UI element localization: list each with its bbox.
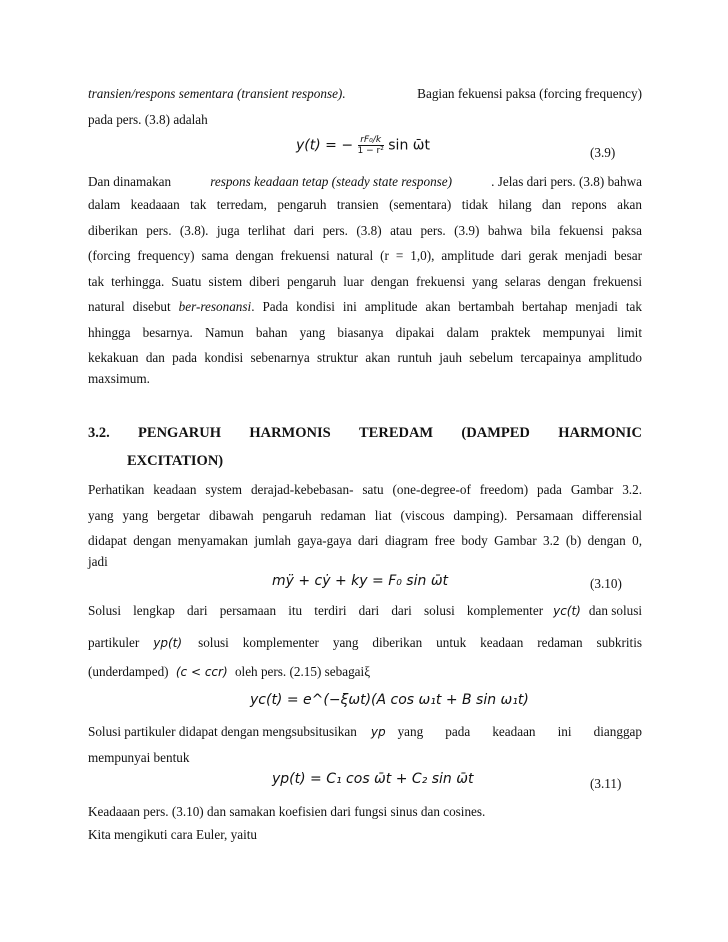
- equation-3-9: [296, 135, 430, 156]
- resonance-term: ber-resonansi: [178, 299, 252, 314]
- para2-line7: hhingga besarnya. Namun bahan yang biasanya dipakai dalam praktek mempunyai limit: [88, 324, 642, 340]
- para1-line1: [88, 86, 642, 102]
- eq39-denominator: 1 − r²: [357, 146, 384, 156]
- para2-line3: diberikan pers. (3.8). juga terlihat dari pers. (3.8) atau pers. (3.9) bahwa bila fekuensi paksa: [88, 222, 642, 238]
- equation-3-11: yp(t) = C₁ cos ω̄t + C₂ sin ω̄t: [272, 771, 474, 787]
- para2-line4: (forcing frequency) sama dengan frekuensi natural (r = 1,0), amplitude dari gerak menjadi besar: [88, 248, 642, 263]
- para6-line2: Kita mengikuti cara Euler, yaitu: [88, 827, 258, 842]
- yp-symbol: yp(t): [153, 636, 183, 650]
- para5-line2: mempunyai bentuk: [88, 750, 190, 765]
- para3-body: [88, 477, 642, 554]
- para5-line1: [88, 724, 642, 740]
- equation-number-3-10: (3.10): [590, 576, 622, 591]
- para2-line9: maxsimum.: [88, 371, 150, 386]
- equation-yc: yc(t) = e^(−ξωt)(A cos ω₁t + B sin ω₁t): [250, 692, 529, 708]
- para3-line4: jadi: [88, 554, 108, 569]
- eq39-lhs: y(t) = −: [296, 137, 354, 154]
- heading-word-4: (DAMPED: [461, 425, 530, 441]
- heading-word-3: TEREDAM: [359, 425, 434, 441]
- para4-line1: [88, 603, 642, 619]
- section-heading-3-2: [88, 425, 642, 442]
- yp-symbol-2: yp: [370, 725, 386, 739]
- equation-number-3-9: (3.9): [590, 145, 616, 160]
- para4-line1-end: dan solusi: [588, 603, 642, 618]
- para4-line2: [88, 635, 642, 651]
- para4-line1-start: Solusi lengkap dari persamaan itu terdiri dari dari solusi komplementer: [88, 603, 544, 618]
- para5-line1-start: Solusi partikuler didapat dengan mengsubsitusikan: [88, 724, 357, 739]
- equation-3-10: mÿ + cẏ + ky = F₀ sin ω̄t: [272, 573, 449, 589]
- equation-number-3-11: (3.11): [590, 776, 622, 791]
- para2-line1-start: Dan dinamakan: [88, 174, 172, 189]
- para3-line1: Perhatikan keadaan system derajad-kebebasan- satu (one-degree-of freedom) pada Gambar 3.2.: [88, 482, 642, 497]
- eq39-rhs: sin ω̄t: [388, 137, 430, 154]
- para2-line1-end: . Jelas dari pers. (3.8) bahwa: [491, 174, 642, 189]
- steady-state-term: respons keadaan tetap (steady state response): [210, 174, 453, 189]
- para2-body: [88, 192, 642, 371]
- para2-line2: dalam keadaaan tak terredam, pengaruh transien (sementara) tidak hilang dan repons akan: [88, 197, 642, 212]
- para4-line2-start: partikuler: [88, 635, 140, 650]
- para2-line6: [88, 294, 642, 320]
- para1-line2: pada pers. (3.8) adalah: [88, 112, 208, 127]
- yc-symbol: yc(t): [553, 604, 581, 618]
- para4-line3-end: oleh pers. (2.15) sebagaiξ: [234, 664, 371, 679]
- para4-line3: [88, 664, 642, 680]
- heading-word-1: PENGARUH: [138, 425, 222, 441]
- heading-word-2: HARMONIS: [249, 425, 331, 441]
- para2-line5: tak terhingga. Suatu sistem diberi pengaruh luar dengan frekuensi yang selaras dengan frekuensi: [88, 273, 642, 289]
- para2-line6-end: . Pada kondisi ini amplitude akan bertambah bertahap menjadi tak: [251, 299, 642, 314]
- para2-line8: kekakuan dan pada kondisi sebenarnya struktur akan runtuh jauh sebelum tercapainya amplitudo: [88, 350, 642, 365]
- transient-response-term: transien/respons sementara (transient response).: [88, 86, 346, 101]
- section-number: 3.2.: [88, 425, 110, 441]
- para2-line6-start: natural disebut: [88, 299, 179, 314]
- para3-line3: didapat dengan menyamakan jumlah gaya-gaya dari diagram free body Gambar 3.2 (b) dengan 0,: [88, 533, 642, 548]
- para1-line1-rest: Bagian fekuensi paksa (forcing frequency): [417, 86, 642, 101]
- subcritical-condition: (c < ccr): [175, 665, 228, 679]
- para4-line3-start: (underdamped): [88, 664, 169, 679]
- para4-line2-end: solusi komplementer yang diberikan untuk keadaan redaman subkritis: [198, 635, 642, 650]
- para3-line2: yang yang bergetar dibawah pengaruh redaman liat (viscous damping). Persamaan differensial: [88, 507, 642, 523]
- para2-line1: [88, 174, 642, 190]
- heading-word-5: HARMONIC: [558, 425, 642, 441]
- eq39-numerator: rF₀/k: [358, 135, 384, 146]
- para6-line1: Keadaaan pers. (3.10) dan samakan koefisien dari fungsi sinus dan cosines.: [88, 804, 486, 819]
- section-heading-line2: EXCITATION): [127, 453, 224, 469]
- eq39-fraction: [358, 135, 384, 156]
- para5-line1-end: yang pada keadaan ini dianggap: [397, 724, 642, 739]
